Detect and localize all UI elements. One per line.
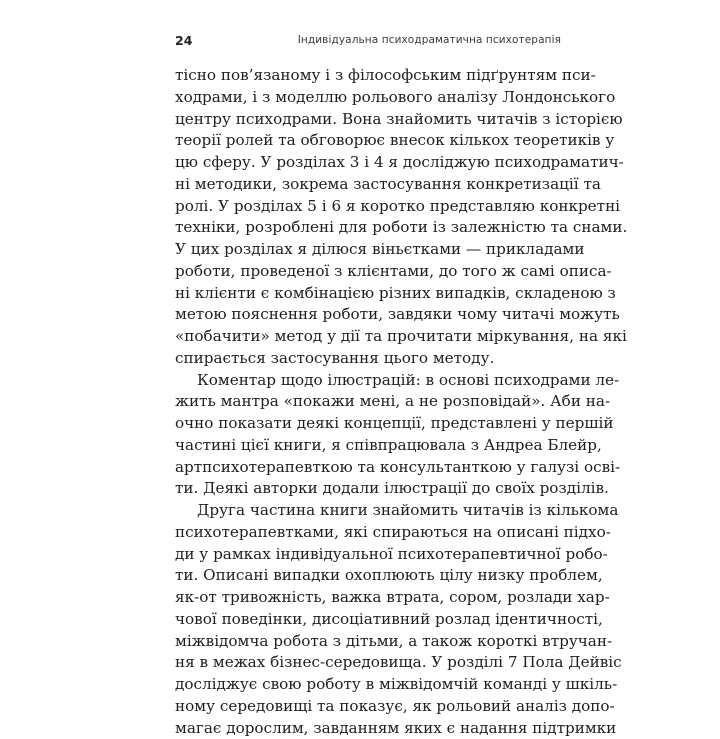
text-line: тісно пов’язаному і з філософським підґрунтям пси-: [175, 65, 561, 87]
text-line: теорії ролей та обговорює внесок кількох теоретиків у: [175, 130, 561, 152]
text-line: міжвідомча робота з дітьми, а також короткі втручан-: [175, 631, 561, 653]
text-line: чової поведінки, дисоціативний розлад ідентичності,: [175, 609, 561, 631]
text-line: магає дорослим, завданням яких є надання підтримки: [175, 718, 561, 739]
text-line: ня в межах бізнес-середовища. У розділі 7 Пола Дейвіс: [175, 652, 561, 674]
text-line: частині цієї книги, я співпрацювала з Андреа Блейр,: [175, 435, 561, 457]
text-line: цю сферу. У розділах 3 і 4 я досліджую психодраматич-: [175, 152, 561, 174]
text-line: ролі. У розділах 5 і 6 я коротко представляю конкретні: [175, 196, 561, 218]
text-line: артпсихотерапевткою та консультанткою у галузі осві-: [175, 457, 561, 479]
paragraph-end-line: ти. Деякі авторки додали ілюстрації до своїх розділів.: [175, 478, 561, 500]
text-line: жить мантра «покажи мені, а не розповідай». Аби на-: [175, 391, 561, 413]
paragraph-start-line: Друга частина книги знайомить читачів із кількома: [175, 500, 561, 522]
running-head: [175, 33, 561, 49]
text-line: досліджує свою роботу в міжвідомчій команді у шкіль-: [175, 674, 561, 696]
text-line: техніки, розроблені для роботи із залежністю та снами.: [175, 217, 561, 239]
text-line: метою пояснення роботи, завдяки чому читачі можуть: [175, 304, 561, 326]
text-line: центру психодрами. Вона знайомить читачів з історією: [175, 109, 561, 131]
text-line: ному середовищі та показує, як рольовий аналіз допо-: [175, 696, 561, 718]
text-line: ти. Описані випадки охоплюють цілу низку проблем,: [175, 565, 561, 587]
page-number: 24: [175, 33, 192, 48]
text-line: психотерапевтками, які спираються на описані підхо-: [175, 522, 561, 544]
paragraph-end-line: спирається застосування цього методу.: [175, 348, 561, 370]
body-text: [175, 65, 561, 739]
text-line: ні клієнти є комбінацією різних випадків, складеною з: [175, 283, 561, 305]
text-line: очно показати деякі концепції, представлені у першій: [175, 413, 561, 435]
paragraph-start-line: Коментар щодо ілюстрацій: в основі психодрами ле-: [175, 370, 561, 392]
text-line: «побачити» метод у дії та прочитати міркування, на які: [175, 326, 561, 348]
text-line: ди у рамках індивідуальної психотерапевтичної робо-: [175, 544, 561, 566]
text-line: роботи, проведеної з клієнтами, до того ж самі описа-: [175, 261, 561, 283]
book-title: Індивідуальна психодраматична психотерапія: [298, 34, 561, 46]
text-line: ходрами, і з моделлю рольового аналізу Лондонського: [175, 87, 561, 109]
text-line: ні методики, зокрема застосування конкретизації та: [175, 174, 561, 196]
text-line: як-от тривожність, важка втрата, сором, розлади хар-: [175, 587, 561, 609]
text-line: У цих розділах я ділюся віньєтками — прикладами: [175, 239, 561, 261]
